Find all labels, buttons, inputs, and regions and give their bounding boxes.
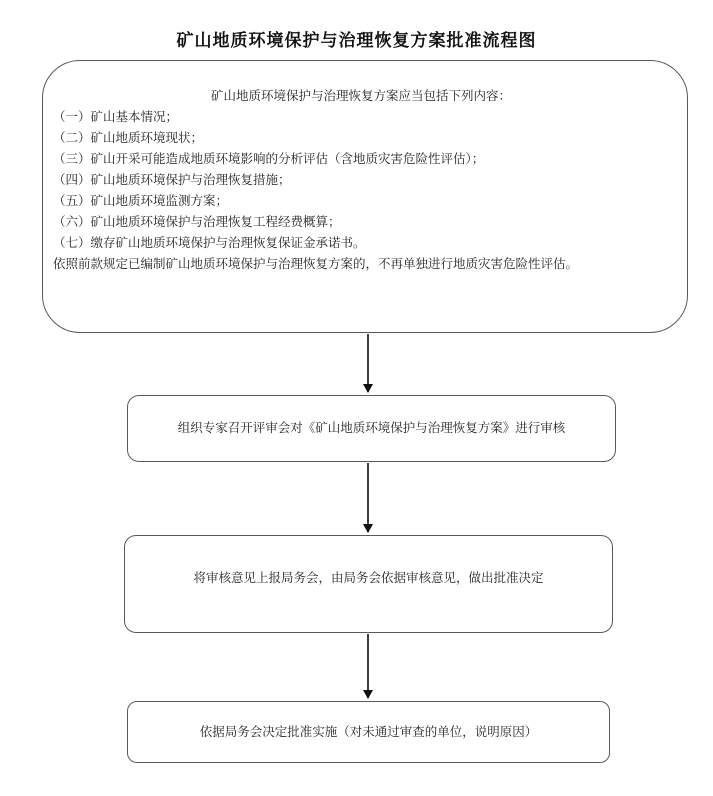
- requirement-item-2: （二）矿山地质环境现状；: [53, 131, 204, 145]
- flow-step-bureau-meeting: [124, 535, 613, 633]
- approval-label: 依据局务会决定批准实施（对未通过审查的单位，说明原因）: [199, 724, 538, 739]
- flow-step-approval-implementation: [127, 701, 610, 763]
- page-title: 矿山地质环境保护与治理恢复方案批准流程图: [176, 31, 537, 50]
- flow-step-plan-requirements: [42, 60, 688, 333]
- requirements-footer-note: 依照前款规定已编制矿山地质环境保护与治理恢复方案的，不再单独进行地质灾害危险性评估。: [53, 257, 579, 271]
- arrow-down-icon-2: [367, 463, 369, 532]
- requirement-item-6: （六）矿山地质环境保护与治理恢复工程经费概算；: [53, 215, 341, 229]
- requirement-item-4: （四）矿山地质环境保护与治理恢复措施；: [53, 173, 291, 187]
- requirement-item-5: （五）矿山地质环境监测方案；: [53, 194, 229, 208]
- arrow-down-icon-3: [367, 634, 369, 698]
- arrow-down-icon-1: [367, 334, 369, 392]
- requirement-item-1: （一）矿山基本情况；: [53, 110, 179, 124]
- bureau-meeting-label: 将审核意见上报局务会，由局务会依据审核意见，做出批准决定: [193, 571, 544, 585]
- flow-step-expert-review: [127, 395, 616, 462]
- requirement-item-7: （七）缴存矿山地质环境保护与治理恢复保证金承诺书。: [53, 236, 366, 250]
- requirements-header: 矿山地质环境保护与治理恢复方案应当包括下列内容：: [210, 89, 511, 103]
- requirement-item-3: （三）矿山开采可能造成地质环境影响的分析评估（含地质灾害危险性评估）；: [53, 152, 485, 166]
- expert-review-label: 组织专家召开评审会对《矿山地质环境保护与治理恢复方案》进行审核: [177, 421, 566, 435]
